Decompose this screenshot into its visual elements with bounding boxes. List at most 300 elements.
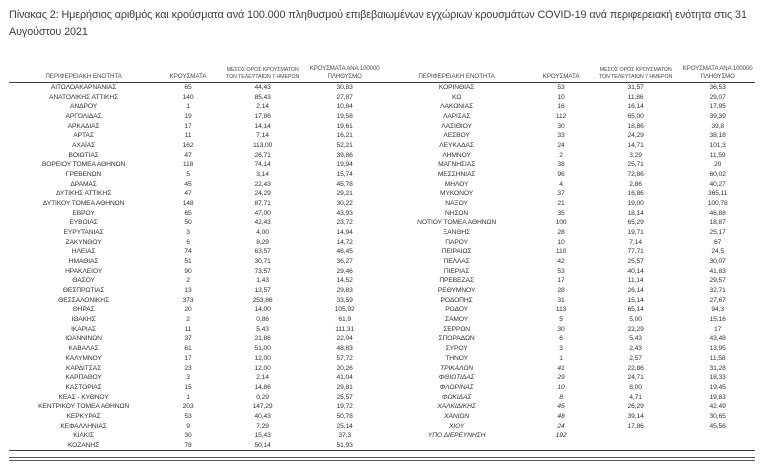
table-row bbox=[9, 179, 382, 189]
cell-per100k: 16,21 bbox=[336, 132, 353, 140]
cell-per100k: 30,65 bbox=[709, 412, 726, 420]
cell-region: ΝΟΤΙΟΥ ΤΟΜΕΑ ΑΘΗΝΩΝ bbox=[417, 219, 497, 227]
cell-cases: 65 bbox=[184, 84, 192, 92]
cell-region: ΦΩΚΙΔΑΣ bbox=[441, 393, 472, 401]
cell-per100k: 61,9 bbox=[338, 316, 351, 324]
cell-avg7: 21,86 bbox=[254, 335, 271, 343]
cell-avg7: 15,43 bbox=[254, 432, 271, 440]
cell-per100k: 67 bbox=[714, 238, 722, 246]
table-row bbox=[9, 266, 382, 276]
cell-region: ΛΑΡΙΣΑΣ bbox=[442, 113, 471, 121]
cell-cases: 20 bbox=[184, 306, 192, 314]
cell-avg7: 26,71 bbox=[254, 151, 271, 159]
table-row bbox=[9, 412, 382, 422]
table-header-left bbox=[9, 65, 382, 80]
cell-cases: 35 bbox=[557, 209, 565, 217]
cell-avg7: 4,71 bbox=[629, 393, 642, 401]
cell-avg7: 24,29 bbox=[254, 190, 271, 198]
cell-region: ΚΟΡΙΝΘΙΑΣ bbox=[438, 84, 475, 92]
cell-avg7: 42,43 bbox=[254, 219, 271, 227]
cell-region: ΚΑΒΑΛΑΣ bbox=[68, 345, 99, 353]
table-row bbox=[382, 179, 755, 189]
cell-cases: 17 bbox=[184, 354, 192, 362]
cell-avg7: 2,14 bbox=[256, 374, 269, 382]
cell-avg7: 14,86 bbox=[254, 383, 271, 391]
cell-avg7: 22,86 bbox=[627, 364, 644, 372]
table-row bbox=[382, 121, 755, 131]
table-row bbox=[382, 102, 755, 112]
cell-per100k: 25,17 bbox=[709, 229, 726, 237]
cell-per100k: 19,83 bbox=[709, 393, 726, 401]
cell-avg7: 22,29 bbox=[627, 325, 644, 333]
cell-avg7: 40,43 bbox=[254, 412, 271, 420]
cell-avg7: 147,29 bbox=[252, 403, 273, 411]
col-header-avg7 bbox=[218, 67, 308, 81]
col-header-per100k bbox=[680, 65, 755, 80]
table-row bbox=[9, 92, 382, 102]
cell-cases: 192 bbox=[555, 432, 567, 440]
table-row bbox=[382, 392, 755, 402]
cell-region: ΒΟΡΕΙΟΥ ΤΟΜΕΑ ΑΘΗΝΩΝ bbox=[41, 161, 126, 169]
table-row bbox=[382, 83, 755, 93]
col-header-region: ΠΕΡΙΦΕΡΕΙΑΚΗ ΕΝΟΤΗΤΑ bbox=[418, 72, 495, 80]
cell-per100k: 45,78 bbox=[336, 180, 353, 188]
col-header-avg7 bbox=[591, 67, 681, 81]
cell-per100k: 11,58 bbox=[709, 354, 726, 362]
cell-cases: 53 bbox=[557, 84, 565, 92]
cell-region: ΠΑΡΟΥ bbox=[445, 238, 468, 246]
cell-avg7: 8,29 bbox=[256, 238, 269, 246]
cell-cases: 3 bbox=[186, 229, 190, 237]
cell-avg7: 5,43 bbox=[629, 335, 642, 343]
cell-cases: 50 bbox=[184, 219, 192, 227]
cell-region: ΕΥΒΟΙΑΣ bbox=[69, 219, 98, 227]
cell-per100k: 32,71 bbox=[709, 287, 726, 295]
cell-per100k: 14,72 bbox=[336, 238, 353, 246]
table-body bbox=[9, 83, 755, 452]
table-row bbox=[9, 102, 382, 112]
cell-avg7: 65,29 bbox=[627, 219, 644, 227]
col-header-avg7-line1: ΜΕΣΟΣ ΟΡΟΣ ΚΡΟΥΣΜΑΤΩΝ bbox=[599, 67, 672, 74]
cell-avg7: 7,14 bbox=[256, 132, 269, 140]
cell-cases: 203 bbox=[182, 403, 194, 411]
cell-cases: 37 bbox=[557, 190, 565, 198]
cell-cases: 48 bbox=[557, 412, 565, 420]
cell-region: ΒΟΙΩΤΙΑΣ bbox=[68, 151, 99, 159]
cell-cases: 42 bbox=[557, 258, 565, 266]
cell-cases: 37 bbox=[184, 335, 192, 343]
table-row bbox=[382, 150, 755, 160]
cell-region: ΙΩΑΝΝΙΝΩΝ bbox=[65, 335, 102, 343]
cell-cases: 2 bbox=[186, 277, 190, 285]
table-row bbox=[382, 421, 755, 431]
cell-cases: 24 bbox=[557, 142, 565, 150]
cell-region: ΗΡΑΚΛΕΙΟΥ bbox=[65, 267, 103, 275]
cell-avg7: 15,14 bbox=[627, 296, 644, 304]
cell-per100k: 31,28 bbox=[709, 364, 726, 372]
cell-per100k: 27,67 bbox=[709, 296, 726, 304]
table-body-left bbox=[9, 83, 382, 451]
cell-avg7: 26,14 bbox=[627, 287, 644, 295]
cell-avg7: 47,00 bbox=[254, 209, 271, 217]
table-row bbox=[382, 431, 755, 441]
cell-region: ΠΙΕΡΙΑΣ bbox=[443, 267, 470, 275]
table-row bbox=[382, 324, 755, 334]
cell-per100k: 14,94 bbox=[336, 229, 353, 237]
cell-avg7: 44,43 bbox=[254, 84, 271, 92]
table-end-rule bbox=[9, 457, 755, 461]
cell-region: ΦΘΙΩΤΙΔΑΣ bbox=[438, 374, 475, 382]
cell-per100k: 60,02 bbox=[709, 171, 726, 179]
cell-cases: 1 bbox=[186, 103, 190, 111]
cell-avg7: 7,14 bbox=[629, 238, 642, 246]
cell-region: ΦΛΩΡΙΝΑΣ bbox=[439, 383, 474, 391]
col-header-cases: ΚΡΟΥΣΜΑΤΑ bbox=[542, 72, 580, 80]
cell-per100k: 29,57 bbox=[709, 277, 726, 285]
cell-per100k: 29,81 bbox=[336, 383, 353, 391]
cell-avg7: 30,71 bbox=[254, 258, 271, 266]
table-row bbox=[382, 373, 755, 383]
cell-per100k: 41,04 bbox=[336, 374, 353, 382]
table-row bbox=[382, 208, 755, 218]
table-row bbox=[9, 121, 382, 131]
table-row bbox=[9, 363, 382, 373]
cell-cases: 8 bbox=[559, 393, 563, 401]
cell-cases: 30 bbox=[557, 122, 565, 130]
table-row bbox=[9, 83, 382, 93]
cell-region: ΜΑΓΝΗΣΙΑΣ bbox=[438, 161, 476, 169]
table-row bbox=[382, 383, 755, 393]
cell-region: ΝΑΞΟΥ bbox=[445, 200, 468, 208]
table-row bbox=[9, 276, 382, 286]
cell-per100k: 100,78 bbox=[707, 200, 728, 208]
cell-cases: 47 bbox=[184, 190, 192, 198]
cell-cases: 33 bbox=[557, 132, 565, 140]
cell-region: ΕΒΡΟΥ bbox=[72, 209, 95, 217]
cell-avg7: 31,57 bbox=[627, 84, 644, 92]
table-row bbox=[9, 354, 382, 364]
cell-per100k: 29,21 bbox=[336, 190, 353, 198]
cell-avg7: 16,86 bbox=[627, 190, 644, 198]
table-row bbox=[382, 160, 755, 170]
cell-avg7: 22,43 bbox=[254, 180, 271, 188]
cell-region: ΡΟΔΟΠΗΣ bbox=[440, 296, 473, 304]
cell-avg7: 17,86 bbox=[254, 113, 271, 121]
cell-per100k: 25,57 bbox=[336, 393, 353, 401]
cell-avg7: 65,14 bbox=[627, 306, 644, 314]
table-row bbox=[382, 189, 755, 199]
cell-region: ΜΥΚΟΝΟΥ bbox=[440, 190, 474, 198]
cell-per100k: 40,27 bbox=[709, 180, 726, 188]
table-header-right bbox=[382, 65, 755, 80]
cell-avg7: 3,29 bbox=[629, 151, 642, 159]
cell-avg7: 87,71 bbox=[254, 200, 271, 208]
cell-avg7: 0,86 bbox=[256, 316, 269, 324]
cell-cases: 5 bbox=[559, 316, 563, 324]
cell-region: ΛΕΣΒΟΥ bbox=[443, 132, 470, 140]
cell-cases: 140 bbox=[182, 93, 194, 101]
cell-region: ΑΡΤΑΣ bbox=[73, 132, 94, 140]
cell-avg7: 24,71 bbox=[627, 374, 644, 382]
table-row bbox=[382, 170, 755, 180]
table-row bbox=[382, 228, 755, 238]
cell-cases: 100 bbox=[555, 219, 567, 227]
cell-region: ΑΝΑΤΟΛΙΚΗΣ ΑΤΤΙΚΗΣ bbox=[49, 93, 119, 101]
cell-region: ΛΗΜΝΟΥ bbox=[442, 151, 471, 159]
cell-avg7: 5,43 bbox=[256, 325, 269, 333]
cell-per100k: 46,88 bbox=[709, 209, 726, 217]
cell-cases: 2 bbox=[559, 151, 563, 159]
cell-cases: 30 bbox=[184, 432, 192, 440]
cell-per100k: 51,93 bbox=[336, 441, 353, 449]
table-row bbox=[9, 344, 382, 354]
cell-cases: 38 bbox=[557, 161, 565, 169]
cell-cases: 5 bbox=[186, 171, 190, 179]
col-header-per100k bbox=[307, 65, 382, 80]
cell-per100k: 43,93 bbox=[336, 209, 353, 217]
table-row bbox=[9, 441, 382, 451]
cell-cases: 1 bbox=[186, 393, 190, 401]
cell-per100k: 43,48 bbox=[709, 335, 726, 343]
cell-region: ΛΑΣΙΘΙΟΥ bbox=[441, 122, 472, 130]
cell-cases: 29 bbox=[557, 374, 565, 382]
table-row bbox=[382, 334, 755, 344]
table-row bbox=[382, 363, 755, 373]
cell-cases: 110 bbox=[555, 248, 567, 256]
table-row bbox=[382, 344, 755, 354]
cell-avg7: 253,86 bbox=[252, 296, 273, 304]
table-row bbox=[382, 402, 755, 412]
cell-cases: 53 bbox=[557, 267, 565, 275]
cell-per100k: 13,95 bbox=[709, 345, 726, 353]
cell-per100k: 20,26 bbox=[336, 364, 353, 372]
cell-avg7: 19,00 bbox=[627, 200, 644, 208]
cell-avg7: 5,00 bbox=[629, 316, 642, 324]
cell-cases: 17 bbox=[184, 122, 192, 130]
cell-region: ΗΛΕΙΑΣ bbox=[71, 248, 96, 256]
cell-per100k: 11,59 bbox=[709, 151, 726, 159]
cell-region: ΘΗΡΑΣ bbox=[72, 306, 95, 314]
cell-cases: 23 bbox=[184, 364, 192, 372]
cell-cases: 90 bbox=[184, 267, 192, 275]
cell-avg7: 19,71 bbox=[627, 229, 644, 237]
cell-avg7: 24,29 bbox=[627, 132, 644, 140]
cell-per100k: 23,72 bbox=[336, 219, 353, 227]
cell-avg7: 12,00 bbox=[254, 354, 271, 362]
cell-region: ΠΡΕΒΕΖΑΣ bbox=[439, 277, 474, 285]
table-body-right bbox=[382, 83, 755, 451]
table-row bbox=[9, 383, 382, 393]
cell-per100k: 36,53 bbox=[709, 84, 726, 92]
cell-avg7: 40,14 bbox=[627, 267, 644, 275]
cell-avg7: 25,71 bbox=[627, 161, 644, 169]
table-row bbox=[9, 189, 382, 199]
cell-per100k: 52,21 bbox=[336, 142, 353, 150]
cell-region: ΚΙΛΚΙΣ bbox=[73, 432, 94, 440]
cell-avg7: 65,00 bbox=[627, 113, 644, 121]
cell-cases: 96 bbox=[557, 171, 565, 179]
cell-cases: 10 bbox=[557, 93, 565, 101]
cell-region: ΤΗΝΟΥ bbox=[445, 354, 468, 362]
cell-per100k: 27,87 bbox=[336, 93, 353, 101]
cell-region: ΛΑΚΩΝΙΑΣ bbox=[440, 103, 474, 111]
table-row bbox=[9, 431, 382, 441]
cell-region: ΛΕΥΚΑΔΑΣ bbox=[439, 142, 474, 150]
cell-region: ΚΑΣΤΟΡΙΑΣ bbox=[65, 383, 102, 391]
cell-per100k: 30,22 bbox=[336, 200, 353, 208]
cell-region: ΔΥΤΙΚΟΥ ΤΟΜΕΑ ΑΘΗΝΩΝ bbox=[42, 200, 125, 208]
cell-per100k: 18,87 bbox=[709, 219, 726, 227]
cell-region: ΡΟΔΟΥ bbox=[445, 306, 468, 314]
cell-region: ΚΑΡΔΙΤΣΑΣ bbox=[66, 364, 102, 372]
table-row bbox=[9, 208, 382, 218]
cell-region: ΚΕΦΑΛΛΗΝΙΑΣ bbox=[60, 422, 107, 430]
cell-per100k: 22,04 bbox=[336, 335, 353, 343]
table-row bbox=[382, 266, 755, 276]
cell-cases: 74 bbox=[184, 248, 192, 256]
cell-region: ΣΕΡΡΩΝ bbox=[443, 325, 470, 333]
cell-cases: 28 bbox=[557, 287, 565, 295]
cell-cases: 10 bbox=[557, 383, 565, 391]
table-row bbox=[9, 421, 382, 431]
table-row bbox=[382, 412, 755, 422]
table-row bbox=[9, 334, 382, 344]
cell-per100k: 57,72 bbox=[336, 354, 353, 362]
cell-region: ΑΝΔΡΟΥ bbox=[70, 103, 98, 111]
cell-region: ΝΗΣΩΝ bbox=[445, 209, 469, 217]
table-row bbox=[9, 315, 382, 325]
cell-region: ΚΟΖΑΝΗΣ bbox=[68, 441, 100, 449]
cell-cases: 3 bbox=[559, 345, 563, 353]
cell-region: ΚΕΑΣ - ΚΥΘΝΟΥ bbox=[58, 393, 109, 401]
cell-cases: 373 bbox=[182, 296, 194, 304]
cell-cases: 17 bbox=[557, 277, 565, 285]
cell-avg7: 17,86 bbox=[627, 422, 644, 430]
cell-cases: 51 bbox=[184, 258, 192, 266]
cell-cases: 21 bbox=[557, 200, 565, 208]
col-header-avg7-line2: ΤΩΝ ΤΕΛΕΥΤΑΙΩΝ 7 ΗΜΕΡΩΝ bbox=[598, 73, 673, 80]
col-header-per100k-line2: ΠΛΗΘΥΣΜΟ bbox=[700, 73, 735, 81]
cell-cases: 61 bbox=[184, 345, 192, 353]
cell-cases: 4 bbox=[559, 180, 563, 188]
table-row bbox=[9, 131, 382, 141]
table-row bbox=[9, 160, 382, 170]
cell-avg7: 50,14 bbox=[254, 441, 271, 449]
cell-cases: 3 bbox=[186, 374, 190, 382]
cell-region: ΕΥΡΥΤΑΝΙΑΣ bbox=[63, 229, 104, 237]
cell-per100k: 46,45 bbox=[336, 248, 353, 256]
cell-cases: 162 bbox=[182, 142, 194, 150]
table-row bbox=[9, 257, 382, 267]
cell-avg7: 14,71 bbox=[627, 142, 644, 150]
cell-cases: 11 bbox=[184, 325, 192, 333]
cell-avg7: 2,43 bbox=[629, 345, 642, 353]
cell-per100k: 19,45 bbox=[709, 383, 726, 391]
cell-avg7: 11,86 bbox=[627, 93, 644, 101]
cell-cases: 16 bbox=[557, 103, 565, 111]
cell-per100k: 42,49 bbox=[709, 403, 726, 411]
cell-per100k: 30,83 bbox=[336, 84, 353, 92]
cell-region: ΔΥΤΙΚΗΣ ΑΤΤΙΚΗΣ bbox=[55, 190, 112, 198]
cell-region: ΑΙΤΩΛΟΑΚΑΡΝΑΝΙΑΣ bbox=[50, 84, 117, 92]
table-row bbox=[382, 305, 755, 315]
cell-region: ΚΕΡΚΥΡΑΣ bbox=[66, 412, 101, 420]
cell-avg7: 2,86 bbox=[629, 180, 642, 188]
cell-per100k: 17 bbox=[714, 325, 722, 333]
table-row bbox=[9, 237, 382, 247]
cell-avg7: 63,57 bbox=[254, 248, 271, 256]
cell-avg7: 25,57 bbox=[627, 258, 644, 266]
table-row bbox=[9, 199, 382, 209]
cell-region: ΔΡΑΜΑΣ bbox=[70, 180, 97, 188]
table-row bbox=[9, 170, 382, 180]
cell-cases: 1 bbox=[559, 354, 563, 362]
cell-region: ΤΡΙΚΑΛΩΝ bbox=[440, 364, 474, 372]
cell-per100k: 29,83 bbox=[336, 287, 353, 295]
cell-avg7: 4,00 bbox=[256, 229, 269, 237]
table-row bbox=[382, 276, 755, 286]
cell-region: ΜΕΣΣΗΝΙΑΣ bbox=[437, 171, 476, 179]
cell-per100k: 20 bbox=[714, 161, 722, 169]
cell-per100k: 39,8 bbox=[711, 122, 724, 130]
cell-cases: 10 bbox=[557, 238, 565, 246]
cell-avg7: 11,14 bbox=[627, 277, 644, 285]
cell-per100k: 111,31 bbox=[335, 325, 355, 333]
cell-per100k: 29,46 bbox=[336, 267, 353, 275]
table-row bbox=[9, 392, 382, 402]
cell-region: ΧΑΝΙΩΝ bbox=[444, 412, 470, 420]
table-row bbox=[382, 354, 755, 364]
cell-per100k: 48,83 bbox=[336, 345, 353, 353]
cell-avg7: 26,29 bbox=[627, 403, 644, 411]
table-row bbox=[382, 286, 755, 296]
cell-cases: 53 bbox=[184, 412, 192, 420]
cell-avg7: 12,00 bbox=[254, 364, 271, 372]
cell-avg7: 0,29 bbox=[256, 393, 269, 401]
cell-per100k: 14,52 bbox=[336, 277, 353, 285]
table-row bbox=[9, 141, 382, 151]
cell-region: ΡΕΘΥΜΝΟΥ bbox=[437, 287, 476, 295]
cell-region: ΞΑΝΘΗΣ bbox=[442, 229, 471, 237]
cell-per100k: 39,86 bbox=[336, 151, 353, 159]
cell-cases: 118 bbox=[182, 161, 194, 169]
col-header-cases: ΚΡΟΥΣΜΑΤΑ bbox=[169, 72, 207, 80]
table-row bbox=[382, 237, 755, 247]
cell-per100k: 365,11 bbox=[707, 190, 728, 198]
cell-avg7: 18,86 bbox=[627, 122, 644, 130]
col-header-avg7-line1: ΜΕΣΟΣ ΟΡΟΣ ΚΡΟΥΣΜΑΤΩΝ bbox=[226, 67, 299, 74]
cell-per100k: 24,5 bbox=[711, 248, 724, 256]
table-row bbox=[382, 92, 755, 102]
cell-per100k: 15,74 bbox=[336, 171, 353, 179]
cell-per100k: 39,39 bbox=[709, 113, 726, 121]
cell-per100k: 30,07 bbox=[709, 258, 726, 266]
cell-avg7: 39,14 bbox=[627, 412, 644, 420]
cell-cases: 15 bbox=[184, 383, 192, 391]
cell-avg7: 2,14 bbox=[256, 103, 269, 111]
table-row bbox=[382, 141, 755, 151]
col-header-avg7-line2: ΤΩΝ ΤΕΛΕΥΤΑΙΩΝ 7 ΗΜΕΡΩΝ bbox=[225, 73, 300, 80]
table-row bbox=[382, 112, 755, 122]
cell-cases: 9 bbox=[186, 422, 190, 430]
table-row bbox=[9, 112, 382, 122]
cell-avg7: 18,14 bbox=[627, 209, 644, 217]
cell-cases: 24 bbox=[557, 422, 565, 430]
cell-avg7: 72,86 bbox=[627, 171, 644, 179]
cell-per100k: 37,3 bbox=[338, 432, 351, 440]
cell-per100k: 19,61 bbox=[336, 122, 353, 130]
cell-cases: 30 bbox=[557, 325, 565, 333]
